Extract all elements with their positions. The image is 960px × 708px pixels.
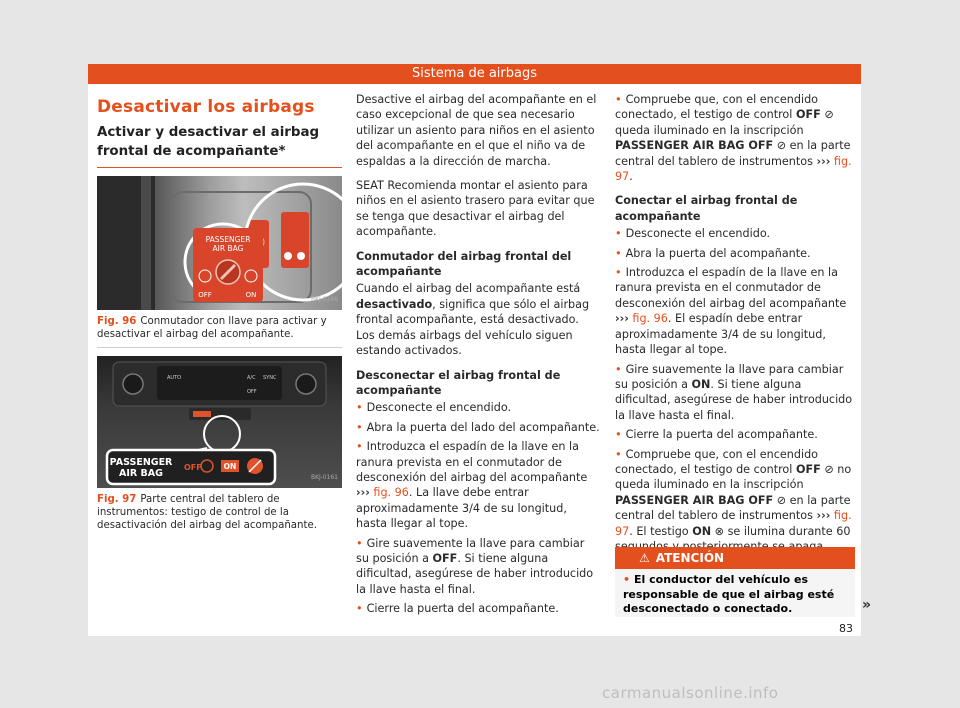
figure-97-image bbox=[97, 356, 342, 488]
section-header: Sistema de airbags bbox=[88, 64, 861, 84]
airbag-off-icon: ⊘ bbox=[824, 462, 834, 476]
off-symbol: OFF bbox=[795, 462, 821, 476]
dash-off-label: OFF bbox=[184, 463, 202, 473]
list-item: • Desconecte el encendido. bbox=[356, 401, 512, 415]
list-item: • Desconecte el encendido. bbox=[615, 227, 771, 241]
figure-ref-link[interactable]: fig. 96 bbox=[373, 486, 409, 500]
panel-label-passenger: PASSENGER bbox=[205, 235, 251, 245]
figure-97-caption: Fig. 97 Parte central del tablero de instrumentos: testigo de control de la desactivación del airbag del acompañante. bbox=[97, 494, 317, 532]
panel-label-airbag: AIR BAG bbox=[212, 244, 244, 254]
disconnect-heading: Desconectar el airbag frontal de acompañante bbox=[356, 368, 561, 397]
btn-auto-label: AUTO bbox=[167, 375, 182, 382]
on-label: ON bbox=[245, 291, 257, 300]
btn-sync-label: SYNC bbox=[263, 375, 277, 382]
intro-paragraph: Desactive el airbag del acompañante en el caso excepcional de que sea necesario utilizar un asiento para niños en el asiento del acompañante en el que el niño va de espaldas a la dirección de marcha. bbox=[356, 93, 597, 168]
connect-heading: Conectar el airbag frontal de acompañante bbox=[615, 194, 798, 223]
off-label: OFF bbox=[198, 291, 212, 300]
continue-arrow: » bbox=[862, 597, 872, 613]
list-item: • Introduzca el espadín de la llave en la ranura prevista en el conmutador de desconexión del airbag del acompañante ››› fig. 96. El espadín debe entrar aproximadamente 3/4 de su longitud, hasta llegar al tope. bbox=[615, 266, 847, 357]
list-item: • Cierre la puerta del acompañante. bbox=[615, 428, 818, 442]
airbag-off-icon: ⊘ bbox=[776, 139, 787, 153]
btn-ac-label: A/C bbox=[247, 375, 256, 382]
warning-triangle-icon: ⚠ bbox=[639, 551, 650, 565]
figure-96-caption: Fig. 96 Conmutador con llave para activar y desactivar el airbag del acompañante. bbox=[97, 315, 342, 348]
column-middle bbox=[356, 92, 600, 621]
column-left bbox=[97, 92, 342, 538]
dash-airbag-label: AIR BAG bbox=[119, 468, 163, 480]
manual-page bbox=[88, 64, 872, 636]
list-item: • Abra la puerta del lado del acompañante. bbox=[356, 420, 600, 434]
list-item: • Gire suavemente la llave para cambiar su posición a ON. Si tiene alguna dificultad, asegúrese de haber introducido la llave hasta el final. bbox=[615, 362, 853, 422]
figure-96-image bbox=[97, 176, 342, 310]
dash-on-label: ON bbox=[223, 462, 237, 472]
warning-header: ⚠ ATENCIÓN bbox=[615, 547, 855, 569]
column-right bbox=[615, 92, 855, 558]
list-item: • Cierre la puerta del acompañante. bbox=[356, 602, 559, 616]
warning-text: • El conductor del vehículo es responsable de que el airbag esté desconectado o conectado. bbox=[623, 573, 835, 616]
warning-box bbox=[615, 547, 855, 617]
figure-ref-link[interactable]: fig. 97 bbox=[615, 509, 852, 538]
list-item: • Introduzca el espadín de la llave en la ranura prevista en el conmutador de desconexión del airbag del acompañante ››› fig. 96. La llave debe entrar aproximadamente 3/4 de su longitud, hasta llegar al tope. bbox=[356, 440, 588, 531]
recommendation-paragraph: SEAT Recomienda montar el asiento para niños en el asiento trasero para evitar que se tenga que desactivar el airbag del acompañante. bbox=[356, 179, 595, 239]
list-item: • Gire suavemente la llave para cambiar su posición a OFF. Si tiene alguna dificultad, asegúrese de haber introducido la llave hasta el final. bbox=[356, 536, 594, 596]
off-symbol: OFF bbox=[432, 551, 458, 565]
page-number: 83 bbox=[839, 622, 853, 635]
page-title: Desactivar los airbags bbox=[97, 97, 315, 117]
btn-off-label: OFF bbox=[247, 389, 257, 396]
figure-96-tag: BKJ-0166 bbox=[310, 296, 338, 303]
airbag-on-icon: ⊗ bbox=[714, 524, 725, 538]
figure-97 bbox=[97, 356, 342, 538]
airbag-off-icon: ⊘ bbox=[824, 108, 834, 122]
list-item: • Abra la puerta del acompañante. bbox=[615, 246, 811, 260]
passenger-airbag-off-symbol: PASSENGER AIR BAG OFF bbox=[615, 493, 774, 507]
dashboard-illustration bbox=[97, 356, 342, 488]
airbag-switch-illustration bbox=[97, 176, 342, 310]
figure-ref-link[interactable]: fig. 96 bbox=[632, 312, 668, 326]
section-subtitle: Activar y desactivar el airbag frontal de acompañante* bbox=[97, 123, 342, 168]
watermark: carmanualsonline.info bbox=[602, 684, 779, 702]
figure-97-tag: BKJ-0161 bbox=[310, 474, 338, 481]
passenger-airbag-off-symbol: PASSENGER AIR BAG OFF bbox=[615, 139, 774, 153]
figure-96 bbox=[97, 176, 342, 348]
list-item: • Compruebe que, con el encendido conectado, el testigo de control OFF ⊘ no queda iluminado en la inscripción PASSENGER AIR BAG OFF ⊘ en la parte central del tablero de instrumentos ››› fig. 97. El testigo ON ⊗ se ilumina durante 60 bbox=[615, 447, 852, 538]
on-symbol: ON bbox=[691, 377, 711, 391]
switch-heading: Conmutador del airbag frontal del acompañante bbox=[356, 249, 572, 279]
figure-ref-link[interactable]: fig. 97 bbox=[615, 154, 852, 184]
airbag-off-icon: ⊘ bbox=[776, 493, 787, 507]
on-symbol: ON bbox=[692, 524, 712, 538]
dash-passenger-label: PASSENGER bbox=[109, 457, 173, 469]
switch-paragraph: Cuando el airbag del acompañante está desactivado, significa que sólo el airbag frontal acompañante, está desactivado. Los demás airbags del vehículo siguen estando activados. bbox=[356, 282, 590, 358]
off-symbol: OFF bbox=[795, 108, 821, 122]
list-item: • Compruebe que, con el encendido conectado, el testigo de control OFF ⊘ queda iluminado en la inscripción PASSENGER AIR BAG OFF ⊘ en la parte central del tablero de instrumentos ››› fig. 97. bbox=[615, 93, 852, 184]
